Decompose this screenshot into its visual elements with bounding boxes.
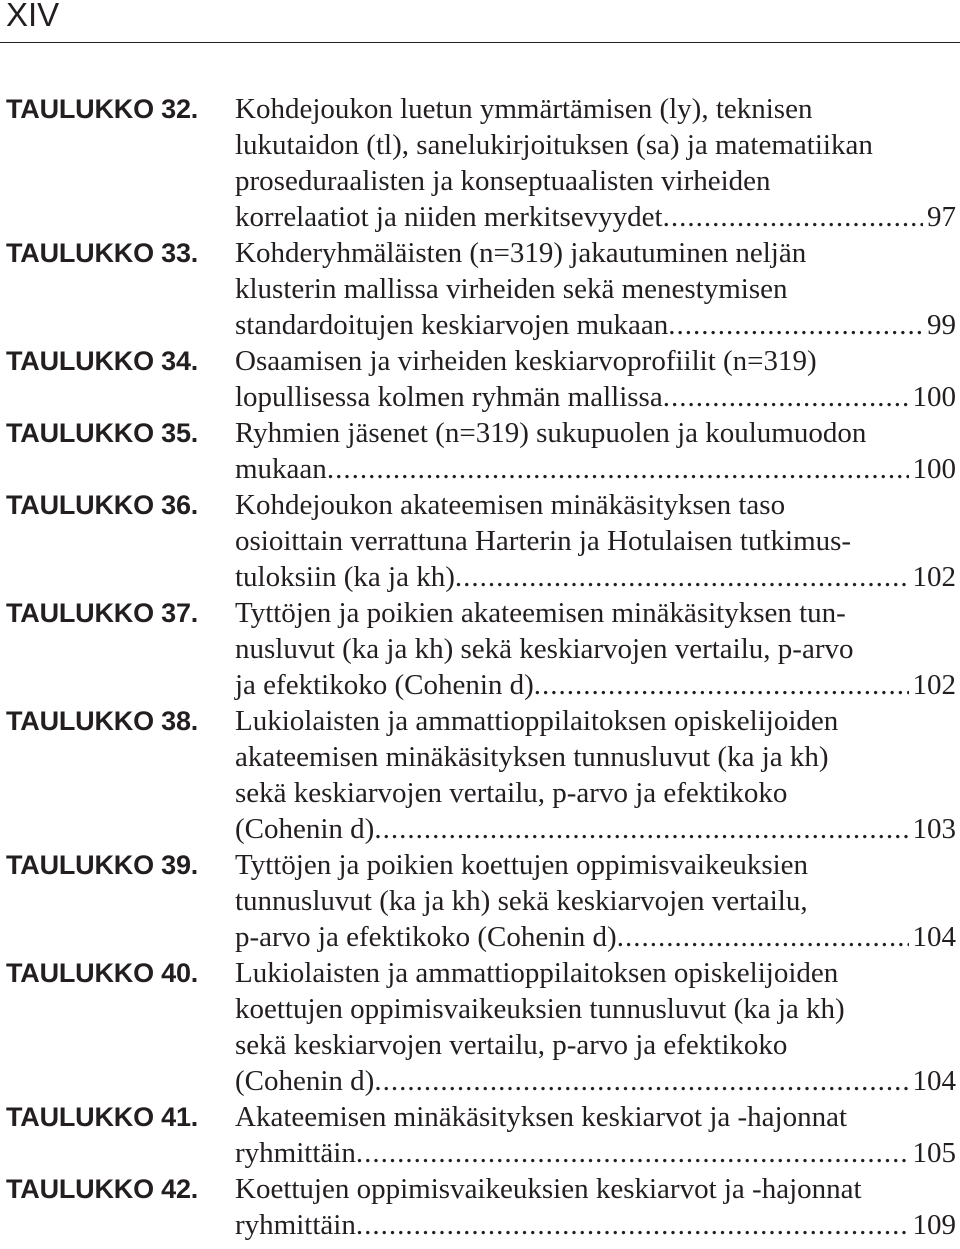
toc-entry-line bbox=[6, 1099, 956, 1135]
toc-entry-line bbox=[6, 919, 956, 955]
dot-leader bbox=[327, 451, 909, 487]
toc-entry-line bbox=[6, 1135, 956, 1171]
toc-entry-line bbox=[6, 883, 956, 919]
page-reference[interactable]: 99 bbox=[927, 309, 956, 341]
toc-entry-line bbox=[6, 559, 956, 595]
page-reference[interactable]: 103 bbox=[912, 813, 956, 845]
table-title-line: (Cohenin d) bbox=[235, 813, 375, 845]
toc-entry[interactable] bbox=[6, 703, 956, 847]
dot-leader bbox=[663, 199, 923, 235]
toc-entry-line bbox=[6, 1171, 956, 1207]
table-title-line: akateemisen minäkäsityksen tunnusluvut (ka ja kh) bbox=[235, 741, 829, 773]
dot-leader bbox=[668, 307, 923, 343]
toc-entry-line bbox=[6, 811, 956, 847]
table-title-line: standardoitujen keskiarvojen mukaan bbox=[235, 309, 669, 341]
table-title-line: ryhmittäin bbox=[235, 1137, 356, 1169]
toc-entry-line bbox=[6, 163, 956, 199]
toc-entry-line bbox=[6, 1207, 956, 1243]
table-title-line: p-arvo ja efektikoko (Cohenin d) bbox=[235, 921, 617, 953]
toc-entry-line bbox=[6, 127, 956, 163]
table-title-line: Tyttöjen ja poikien akateemisen minäkäsityksen tun- bbox=[235, 597, 846, 629]
dot-leader bbox=[356, 1135, 909, 1171]
toc-entry[interactable] bbox=[6, 847, 956, 955]
table-label: TAULUKKO 37. bbox=[6, 598, 199, 628]
page-reference[interactable]: 100 bbox=[912, 381, 956, 413]
toc-entry[interactable] bbox=[6, 595, 956, 703]
table-title-line: Akateemisen minäkäsityksen keskiarvot ja -hajonnat bbox=[235, 1101, 848, 1133]
toc-entry[interactable] bbox=[6, 235, 956, 343]
dot-leader bbox=[374, 1063, 908, 1099]
table-title-line: klusterin mallissa virheiden sekä menestymisen bbox=[235, 273, 788, 305]
dot-leader bbox=[534, 667, 909, 703]
dot-leader bbox=[663, 379, 909, 415]
toc-entry[interactable] bbox=[6, 415, 956, 487]
table-label: TAULUKKO 39. bbox=[6, 850, 199, 880]
page-reference[interactable]: 97 bbox=[927, 201, 956, 233]
toc-entry-line bbox=[6, 631, 956, 667]
table-title-line: sekä keskiarvojen vertailu, p-arvo ja efektikoko bbox=[235, 777, 788, 809]
toc-entry-line bbox=[6, 271, 956, 307]
page-reference[interactable]: 102 bbox=[912, 669, 956, 701]
table-title-line: Osaamisen ja virheiden keskiarvoprofiilit (n=319) bbox=[235, 345, 817, 377]
toc-entry-line bbox=[6, 991, 956, 1027]
table-title-line: Kohdejoukon akateemisen minäkäsityksen taso bbox=[235, 489, 786, 521]
table-label: TAULUKKO 36. bbox=[6, 490, 199, 520]
page-reference[interactable]: 109 bbox=[912, 1209, 956, 1241]
table-title-line: lopullisessa kolmen ryhmän mallissa bbox=[235, 381, 663, 413]
toc-entry[interactable] bbox=[6, 1099, 956, 1171]
toc-entry-line bbox=[6, 667, 956, 703]
page-reference[interactable]: 100 bbox=[912, 453, 956, 485]
table-title-line: koettujen oppimisvaikeuksien tunnusluvut (ka ja kh) bbox=[235, 993, 845, 1025]
toc-entry-line bbox=[6, 523, 956, 559]
toc-entry-line bbox=[6, 703, 956, 739]
table-of-tables bbox=[6, 91, 956, 1243]
table-title-line: (Cohenin d) bbox=[235, 1065, 375, 1097]
toc-entry-line bbox=[6, 739, 956, 775]
toc-entry-line bbox=[6, 847, 956, 883]
toc-entry-line bbox=[6, 595, 956, 631]
toc-entry[interactable] bbox=[6, 343, 956, 415]
page-reference[interactable]: 105 bbox=[912, 1137, 956, 1169]
toc-entry-line bbox=[6, 775, 956, 811]
toc-entry-line bbox=[6, 343, 956, 379]
table-title-line: osioittain verrattuna Harterin ja Hotulaisen tutkimus- bbox=[235, 525, 852, 557]
table-title-line: lukutaidon (tl), sanelukirjoituksen (sa) ja matematiikan bbox=[235, 129, 873, 161]
table-label: TAULUKKO 35. bbox=[6, 418, 199, 448]
toc-entry-line bbox=[6, 91, 956, 127]
table-title-line: mukaan bbox=[235, 453, 327, 485]
toc-entry-line bbox=[6, 379, 956, 415]
table-title-line: Kohderyhmäläisten (n=319) jakautuminen neljän bbox=[235, 237, 807, 269]
dot-leader bbox=[374, 811, 908, 847]
table-label: TAULUKKO 41. bbox=[6, 1102, 199, 1132]
table-title-line: Lukiolaisten ja ammattioppilaitoksen opiskelijoiden bbox=[235, 957, 839, 989]
table-title-line: Lukiolaisten ja ammattioppilaitoksen opiskelijoiden bbox=[235, 705, 839, 737]
toc-entry-line bbox=[6, 199, 956, 235]
table-label: TAULUKKO 42. bbox=[6, 1174, 199, 1204]
toc-entry-line bbox=[6, 451, 956, 487]
table-title-line: korrelaatiot ja niiden merkitsevyydet bbox=[235, 201, 663, 233]
table-title-line: Ryhmien jäsenet (n=319) sukupuolen ja koulumuodon bbox=[235, 417, 867, 449]
table-title-line: tunnusluvut (ka ja kh) sekä keskiarvojen vertailu, bbox=[235, 885, 808, 917]
table-label: TAULUKKO 32. bbox=[6, 94, 199, 124]
dot-leader bbox=[356, 1207, 909, 1243]
table-title-line: ja efektikoko (Cohenin d) bbox=[235, 669, 534, 701]
table-label: TAULUKKO 34. bbox=[6, 346, 199, 376]
dot-leader bbox=[617, 919, 909, 955]
toc-entry[interactable] bbox=[6, 91, 956, 235]
page-reference[interactable]: 104 bbox=[912, 921, 956, 953]
table-title-line: ryhmittäin bbox=[235, 1209, 356, 1241]
toc-entry-line bbox=[6, 487, 956, 523]
page-reference[interactable]: 104 bbox=[912, 1065, 956, 1097]
table-title-line: nusluvut (ka ja kh) sekä keskiarvojen vertailu, p-arvo bbox=[235, 633, 854, 665]
toc-entry-line bbox=[6, 307, 956, 343]
table-title-line: Koettujen oppimisvaikeuksien keskiarvot ja -hajonnat bbox=[235, 1173, 862, 1205]
page-reference[interactable]: 102 bbox=[912, 561, 956, 593]
toc-entry-line bbox=[6, 235, 956, 271]
table-label: TAULUKKO 40. bbox=[6, 958, 199, 988]
toc-entry[interactable] bbox=[6, 955, 956, 1099]
toc-entry[interactable] bbox=[6, 487, 956, 595]
toc-entry[interactable] bbox=[6, 1171, 956, 1243]
toc-entry-line bbox=[6, 955, 956, 991]
table-title-line: proseduraalisten ja konseptuaalisten virheiden bbox=[235, 165, 771, 197]
table-title-line: tuloksiin (ka ja kh) bbox=[235, 561, 455, 593]
table-title-line: Tyttöjen ja poikien koettujen oppimisvaikeuksien bbox=[235, 849, 809, 881]
table-title-line: Kohdejoukon luetun ymmärtämisen (ly), teknisen bbox=[235, 93, 813, 125]
dot-leader bbox=[455, 559, 909, 595]
table-title-line: sekä keskiarvojen vertailu, p-arvo ja efektikoko bbox=[235, 1029, 788, 1061]
table-label: TAULUKKO 33. bbox=[6, 238, 199, 268]
page-number: XIV bbox=[6, 0, 60, 33]
toc-entry-line bbox=[6, 415, 956, 451]
page-header bbox=[0, 0, 960, 43]
toc-entry-line bbox=[6, 1063, 956, 1099]
toc-entry-line bbox=[6, 1027, 956, 1063]
table-label: TAULUKKO 38. bbox=[6, 706, 199, 736]
